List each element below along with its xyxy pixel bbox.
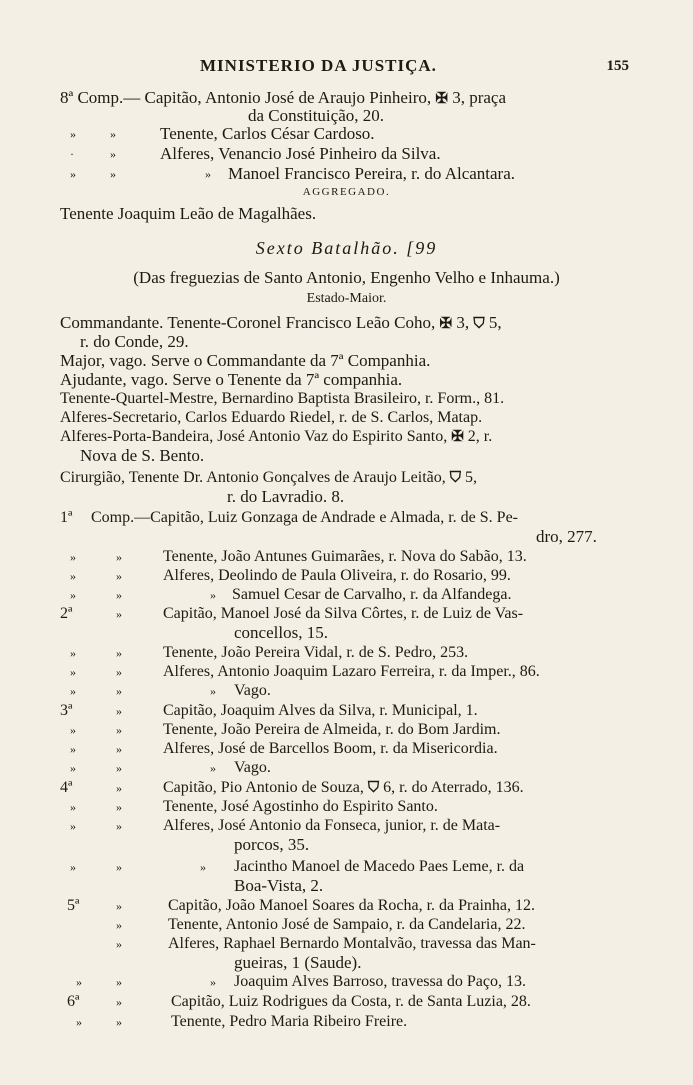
- ditto-mark: »: [116, 684, 122, 698]
- ditto-mark: »: [70, 569, 76, 583]
- commandante-text: Commandante. Tenente-Coronel Francisco Leão Coho,: [60, 313, 436, 332]
- company4-capitao-text: Capitão, Pio Antonio de Souza,: [163, 779, 364, 796]
- ditto-mark: »: [70, 550, 76, 564]
- battalion-title: Sexto Batalhão. [99: [255, 238, 438, 258]
- ditto-mark: »: [116, 704, 122, 718]
- ajudante-line: Ajudante, vago. Serve o Tenente da 7ª companhia.: [60, 370, 403, 389]
- company4-alferes2-cont: Boa-Vista, 2.: [234, 876, 324, 895]
- ditto-mark: »: [110, 147, 116, 161]
- ditto-mark: »: [116, 742, 122, 756]
- staff-heading: Estado-Maior.: [306, 291, 387, 306]
- order-icon: ⛉: [449, 470, 462, 486]
- ditto-mark: »: [210, 761, 216, 775]
- company1-tenente: Tenente, João Antunes Guimarães, r. Nova do Sabão, 13.: [163, 548, 527, 565]
- ditto-mark: »: [116, 937, 122, 951]
- ditto-mark: »: [210, 975, 216, 989]
- ditto-mark: »: [210, 588, 216, 602]
- ditto-mark: »: [76, 975, 82, 989]
- dot-mark: ·: [70, 147, 74, 161]
- ditto-mark: »: [70, 860, 76, 874]
- company2-tenente: Tenente, João Pereira Vidal, r. de S. Pedro, 253.: [163, 644, 469, 661]
- company6-capitao: Capitão, Luiz Rodrigues da Costa, r. de Santa Luzia, 28.: [171, 993, 531, 1010]
- ditto-mark: »: [70, 723, 76, 737]
- order-icon: ⛉: [473, 316, 485, 332]
- cirurgiao-cont: r. do Lavradio. 8.: [227, 487, 345, 506]
- porta-bandeira-line: [60, 427, 492, 447]
- comp8-tenente: Tenente, Carlos César Cardoso.: [160, 124, 375, 143]
- ditto-mark: »: [116, 569, 122, 583]
- page-number: 155: [606, 58, 629, 74]
- company4-alferes-cont: porcos, 35.: [234, 835, 310, 854]
- company2-capitao: Capitão, Manoel José da Silva Côrtes, r. de Luiz de Vas-: [163, 605, 524, 622]
- ditto-mark: »: [116, 860, 122, 874]
- ditto-mark: »: [70, 800, 76, 814]
- ditto-mark: »: [116, 588, 122, 602]
- company5-alferes2: Joaquim Alves Barroso, travessa do Paço, 13.: [234, 973, 526, 990]
- ditto-mark: »: [116, 665, 122, 679]
- ditto-mark: »: [116, 646, 122, 660]
- cross-icon: ✠: [451, 429, 464, 445]
- ditto-mark: »: [70, 742, 76, 756]
- company2-capitao-cont: concellos, 15.: [234, 623, 328, 642]
- ditto-mark: »: [200, 860, 206, 874]
- company-number: 5ª: [67, 897, 80, 914]
- cross-icon: ✠: [435, 91, 448, 107]
- company4-capitao: [163, 778, 524, 798]
- cirurgiao-line: [60, 468, 477, 488]
- commandante-tail2: 5,: [488, 313, 502, 332]
- company4-alferes2: Jacintho Manoel de Macedo Paes Leme, r. da: [234, 858, 525, 875]
- cirurgiao-text: Cirurgião, Tenente Dr. Antonio Gonçalves de Araujo Leitão,: [60, 469, 446, 486]
- company-number: 6ª: [67, 993, 80, 1010]
- aggregado-entry: Tenente Joaquim Leão de Magalhães.: [60, 204, 317, 223]
- major-line: Major, vago. Serve o Commandante da 7ª Companhia.: [60, 351, 431, 370]
- ditto-mark: »: [210, 684, 216, 698]
- company5-alferes: Alferes, Raphael Bernardo Montalvão, travessa das Man-: [168, 935, 536, 952]
- company4-tenente: Tenente, José Agostinho do Espirito Santo.: [163, 798, 438, 815]
- ditto-mark: »: [116, 918, 122, 932]
- ditto-mark: »: [70, 127, 76, 141]
- company5-capitao: Capitão, João Manoel Soares da Rocha, r. da Prainha, 12.: [168, 897, 536, 914]
- company1-capitao-cont: dro, 277.: [536, 527, 597, 546]
- ditto-mark: »: [70, 819, 76, 833]
- company3-tenente: Tenente, João Pereira de Almeida, r. do Bom Jardim.: [163, 721, 501, 738]
- company-number: 1ª: [60, 509, 73, 526]
- comp8-alferes2: Manoel Francisco Pereira, r. do Alcantara.: [228, 164, 516, 183]
- ditto-mark: »: [116, 800, 122, 814]
- ditto-mark: »: [76, 1015, 82, 1029]
- company5-alferes-cont: gueiras, 1 (Saude).: [234, 953, 362, 972]
- porta-bandeira-text: Alferes-Porta-Bandeira, José Antonio Vaz do Espirito Santo,: [60, 428, 448, 445]
- ditto-mark: »: [116, 975, 122, 989]
- comp8-alferes: Alferes, Venancio José Pinheiro da Silva.: [160, 144, 441, 163]
- company6-tenente: Tenente, Pedro Maria Ribeiro Freire.: [171, 1013, 408, 1030]
- company4-alferes: Alferes, José Antonio da Fonseca, junior, r. de Mata-: [163, 817, 501, 834]
- ditto-mark: »: [116, 819, 122, 833]
- ditto-mark: »: [116, 899, 122, 913]
- company-number: 4ª: [60, 779, 73, 796]
- ditto-mark: »: [110, 167, 116, 181]
- secretario-line: Alferes-Secretario, Carlos Eduardo Riedel, r. de S. Carlos, Matap.: [60, 409, 483, 426]
- quartel-mestre-line: Tenente-Quartel-Mestre, Bernardino Baptista Brasileiro, r. Form., 81.: [60, 390, 505, 407]
- ditto-mark: »: [205, 167, 211, 181]
- company3-alferes: Alferes, José de Barcellos Boom, r. da Misericordia.: [163, 740, 498, 757]
- porta-bandeira-cont: Nova de S. Bento.: [80, 446, 205, 465]
- commandante-cont: r. do Conde, 29.: [80, 332, 189, 351]
- ditto-mark: »: [70, 684, 76, 698]
- comp8-text: 8ª Comp.— Capitão, Antonio José de Araujo Pinheiro,: [60, 88, 432, 107]
- ditto-mark: »: [70, 646, 76, 660]
- company3-capitao: Capitão, Joaquim Alves da Silva, r. Municipal, 1.: [163, 702, 478, 719]
- page-header: [60, 56, 629, 80]
- aggregado-heading: AGGREGADO.: [302, 186, 391, 198]
- company1-capitao: Comp.—Capitão, Luiz Gonzaga de Andrade e Almada, r. de S. Pe-: [91, 509, 519, 526]
- ditto-mark: »: [116, 1015, 122, 1029]
- ditto-mark: »: [116, 781, 122, 795]
- order-icon: ⛉: [367, 780, 380, 796]
- ditto-mark: »: [116, 607, 122, 621]
- ditto-mark: »: [116, 761, 122, 775]
- ditto-mark: »: [70, 588, 76, 602]
- company2-alferes2: Vago.: [234, 682, 271, 699]
- ditto-mark: »: [110, 127, 116, 141]
- company4-capitao-tail: 6, r. do Aterrado, 136.: [383, 779, 524, 796]
- company2-alferes: Alferes, Antonio Joaquim Lazaro Ferreira, r. da Imper., 86.: [163, 663, 540, 680]
- company-number: 3ª: [60, 702, 73, 719]
- company1-alferes: Alferes, Deolindo de Paula Oliveira, r. do Rosario, 99.: [163, 567, 511, 584]
- ditto-mark: »: [116, 723, 122, 737]
- ditto-mark: »: [70, 761, 76, 775]
- porta-bandeira-tail: 2, r.: [467, 428, 493, 445]
- cross-icon: ✠: [439, 316, 453, 332]
- comp8-cont: da Constituição, 20.: [248, 106, 384, 125]
- comp8-tail: 3, praça: [452, 88, 507, 107]
- company1-alferes2: Samuel Cesar de Carvalho, r. da Alfandega.: [232, 586, 512, 603]
- company-number: 2ª: [60, 605, 73, 622]
- company3-alferes2: Vago.: [234, 759, 271, 776]
- commandante-line: [60, 313, 502, 334]
- battalion-subtitle: (Das freguezias de Santo Antonio, Engenho Velho e Inhauma.): [133, 268, 560, 287]
- cirurgiao-tail: 5,: [465, 469, 478, 486]
- ditto-mark: »: [116, 995, 122, 1009]
- ditto-mark: »: [70, 167, 76, 181]
- ditto-mark: »: [70, 665, 76, 679]
- page-title: MINISTERIO DA JUSTIÇA.: [200, 56, 437, 75]
- company5-tenente: Tenente, Antonio José de Sampaio, r. da Candelaria, 22.: [168, 916, 526, 933]
- ditto-mark: »: [116, 550, 122, 564]
- commandante-tail1: 3,: [456, 313, 470, 332]
